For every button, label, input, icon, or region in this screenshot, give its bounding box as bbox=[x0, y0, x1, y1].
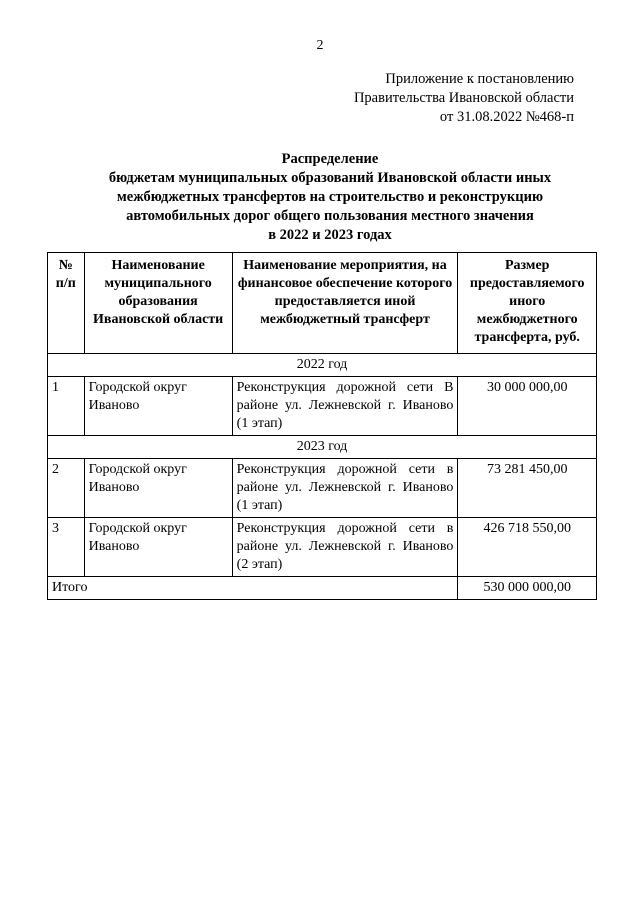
table-row bbox=[48, 518, 597, 577]
row-number: 2 bbox=[48, 459, 85, 518]
table-header-row bbox=[48, 253, 597, 354]
total-row bbox=[48, 577, 597, 600]
table-row bbox=[48, 459, 597, 518]
row-municipality: Городской округ Иваново bbox=[84, 518, 232, 577]
title-line: в 2022 и 2023 годах bbox=[268, 227, 392, 243]
table-row bbox=[48, 377, 597, 436]
approval-line: от 31.08.2022 №468-п bbox=[439, 109, 574, 125]
year-2023-label: 2023 год bbox=[48, 436, 597, 459]
row-municipality: Городской округ Иваново bbox=[84, 459, 232, 518]
distribution-table bbox=[47, 252, 597, 600]
row-event: Реконструкция дорожной сети В районе ул. Лежневской г. Иваново (1 этап) bbox=[232, 377, 458, 436]
title-line: бюджетам муниципальных образований Ивановской области иных bbox=[108, 170, 552, 186]
row-number: 1 bbox=[48, 377, 85, 436]
year-row bbox=[48, 354, 597, 377]
total-label: Итого bbox=[48, 577, 458, 600]
row-amount: 73 281 450,00 bbox=[458, 459, 597, 518]
header-number: № п/п bbox=[48, 253, 85, 354]
row-event: Реконструкция дорожной сети в районе ул. Лежневской г. Иваново (2 этап) bbox=[232, 518, 458, 577]
row-event: Реконструкция дорожной сети в районе ул. Лежневской г. Иваново (1 этап) bbox=[232, 459, 458, 518]
page-number: 2 bbox=[316, 38, 324, 53]
title-line: Распределение bbox=[281, 151, 379, 167]
header-municipality: Наименование муниципального образования Ивановской области bbox=[84, 253, 232, 354]
row-municipality: Городской округ Иваново bbox=[84, 377, 232, 436]
approval-line: Приложение к постановлению bbox=[385, 71, 574, 87]
row-amount: 426 718 550,00 bbox=[458, 518, 597, 577]
year-row bbox=[48, 436, 597, 459]
document-title bbox=[60, 150, 600, 245]
year-2022-label: 2022 год bbox=[48, 354, 597, 377]
row-number: 3 bbox=[48, 518, 85, 577]
total-amount: 530 000 000,00 bbox=[458, 577, 597, 600]
approval-block bbox=[354, 70, 574, 127]
title-line: автомобильных дорог общего пользования местного значения bbox=[126, 208, 534, 224]
header-amount: Размер предоставляемого иного межбюджетного трансферта, руб. bbox=[458, 253, 597, 354]
title-line: межбюджетных трансфертов на строительство и реконструкцию bbox=[116, 189, 544, 205]
approval-line: Правительства Ивановской области bbox=[353, 90, 574, 106]
header-event: Наименование мероприятия, на финансовое обеспечение которого предоставляется иной межбюджетный трансферт bbox=[232, 253, 458, 354]
row-amount: 30 000 000,00 bbox=[458, 377, 597, 436]
